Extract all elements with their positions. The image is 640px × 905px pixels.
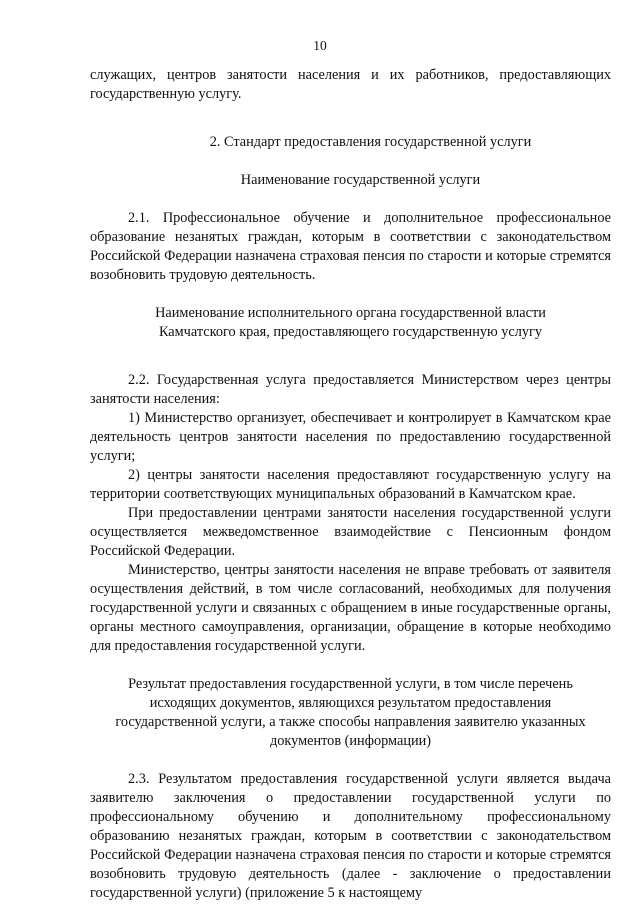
paragraph-2-3: 2.3. Результатом предоставления государственной услуги является выдача заявителю заключения о предоставлении государственной услуги по профессиональному обучению и дополнительному профессиональному образованию незанятых граждан, которым в соответствии с законодательством Российской Федерации назначена страховая пенсия по старости и которые стремятся возобновить трудовую деятельность (далее - заключение о предоставлении государственной услуги) (приложение 5 к настоящему bbox=[90, 771, 611, 901]
heading-executive-body-line1: Наименование исполнительного органа государственной власти bbox=[155, 305, 546, 321]
heading-result-line2: исходящих документов, являющихся результатом предоставления bbox=[149, 695, 552, 711]
heading-result-line3: государственной услуги, а также способы направления заявителю указанных bbox=[115, 714, 586, 730]
section-title: 2. Стандарт предоставления государственной услуги bbox=[209, 134, 532, 150]
paragraph-2-2-item1: 1) Министерство организует, обеспечивает и контролирует в Камчатском крае деятельность центров занятости населения по предоставлению государственной услуги; bbox=[90, 410, 611, 464]
heading-result-line4: документов (информации) bbox=[269, 733, 432, 749]
paragraph-2-2: 2.2. Государственная услуга предоставляется Министерством через центры занятости населения: bbox=[90, 372, 611, 407]
paragraph-prohibition: Министерство, центры занятости населения не вправе требовать от заявителя осуществления действий, в том числе согласований, необходимых для получения государственной услуги и связанных с обращением в иные государственные органы, органы местного самоуправления, организации, обращение в которые необходимо для предоставления государственной услуги. bbox=[90, 562, 611, 654]
paragraph-2-2-item2: 2) центры занятости населения предоставляют государственную услугу на территории соответствующих муниципальных образований в Камчатском крае. bbox=[90, 467, 611, 502]
page-number: 10 bbox=[313, 38, 327, 53]
heading-service-name: Наименование государственной услуги bbox=[240, 172, 481, 188]
heading-result-line1: Результат предоставления государственной услуги, в том числе перечень bbox=[128, 676, 573, 692]
paragraph-2-1: 2.1. Профессиональное обучение и дополнительное профессиональное образование незанятых граждан, которым в соответствии с законодательством Российской Федерации назначена страховая пенсия по старости и которые стремятся возобновить трудовую деятельность. bbox=[90, 210, 611, 283]
paragraph-interaction: При предоставлении центрами занятости населения государственной услуги осуществляется межведомственное взаимодействие с Пенсионным фондом Российской Федерации. bbox=[90, 505, 611, 559]
continuation-paragraph: служащих, центров занятости населения и их работников, предоставляющих государственную услугу. bbox=[90, 67, 611, 102]
document-body bbox=[90, 66, 611, 903]
heading-executive-body-line2: Камчатского края, предоставляющего государственную услугу bbox=[158, 324, 543, 340]
